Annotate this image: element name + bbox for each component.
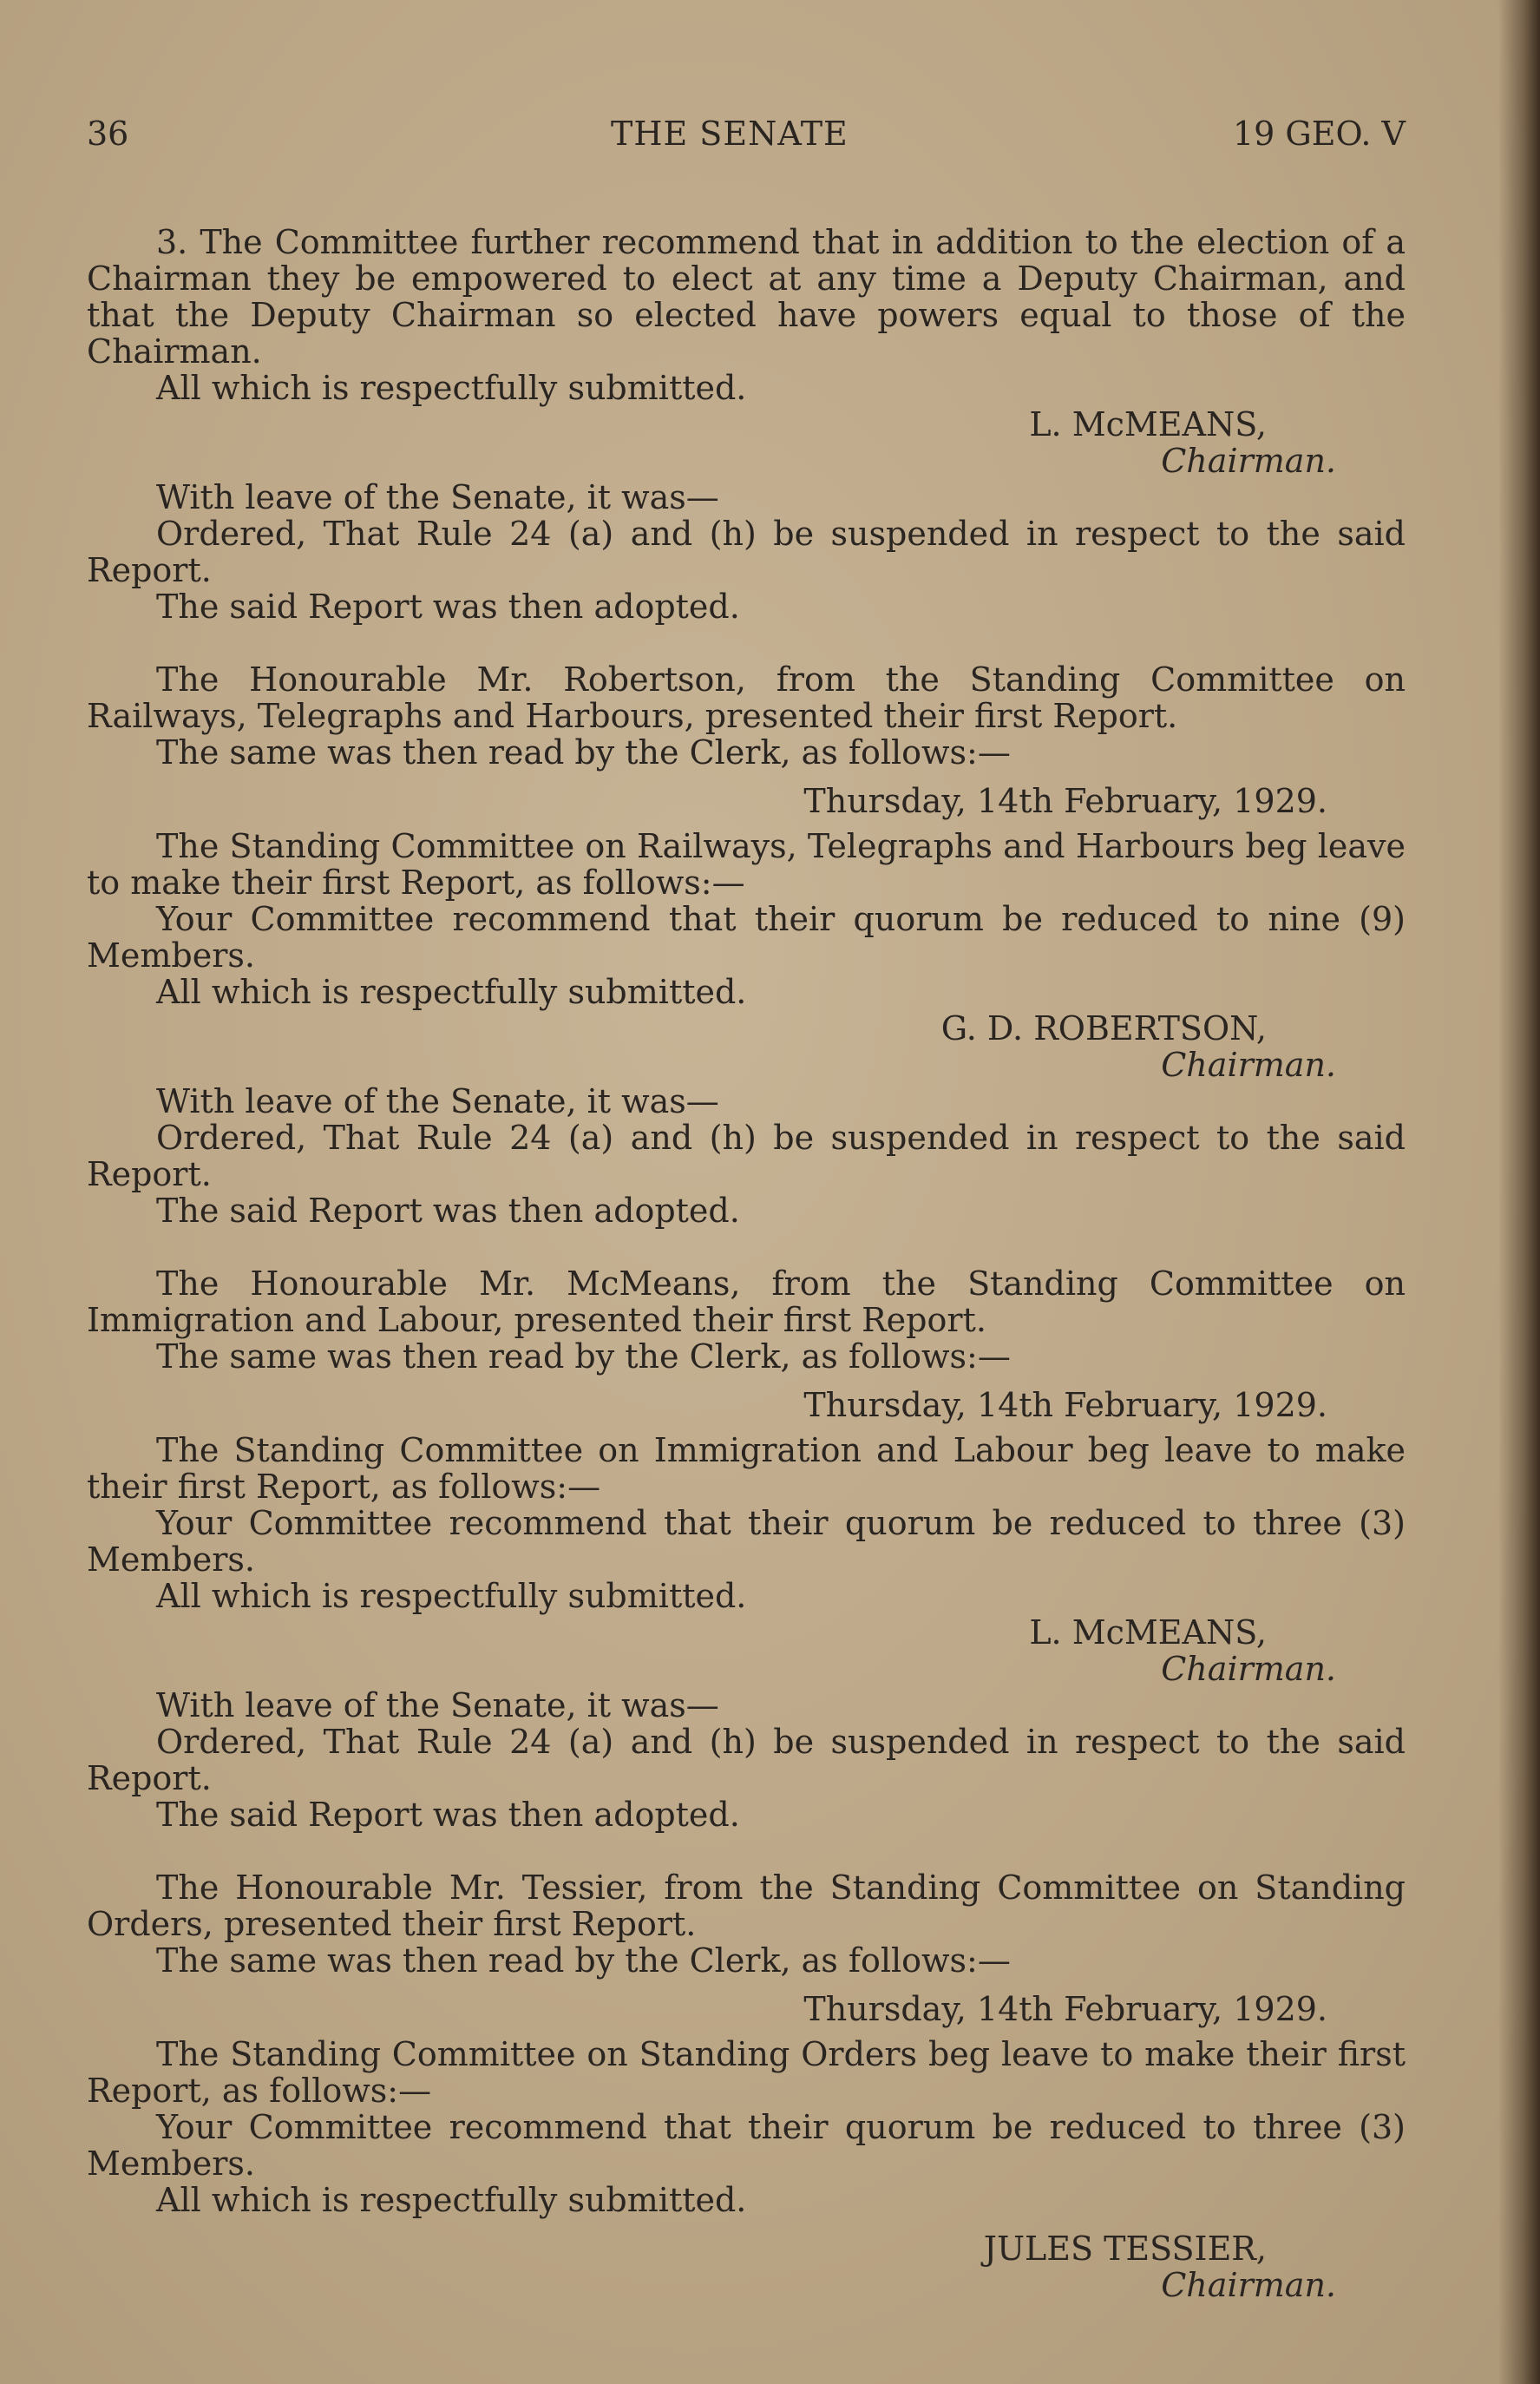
page-header: [87, 115, 1406, 158]
leave-request-paragraph: The Standing Committee on Immigration and Labour beg leave to make their first Report, as follows:—: [87, 1431, 1406, 1506]
report-date: Thursday, 14th February, 1929.: [803, 1386, 1327, 1424]
leave-line: With leave of the Senate, it was—: [156, 1686, 719, 1724]
submitted-line: All which is respectfully submitted.: [156, 369, 747, 407]
report-date: Thursday, 14th February, 1929.: [803, 1990, 1327, 2028]
chairman-title: Chairman.: [1161, 442, 1336, 480]
page-edge-shadow: [1498, 0, 1540, 2384]
recommendation-paragraph: Your Committee recommend that their quorum be reduced to three (3) Members.: [87, 1504, 1406, 1579]
ordered-paragraph: Ordered, That Rule 24 (a) and (h) be suspended in respect to the said Report.: [87, 515, 1406, 589]
ordered-paragraph: Ordered, That Rule 24 (a) and (h) be suspended in respect to the said Report.: [87, 1723, 1406, 1797]
leave-request-paragraph: The Standing Committee on Railways, Telegraphs and Harbours beg leave to make their first Report, as follows:—: [87, 827, 1406, 902]
document-body: [87, 224, 1406, 2303]
running-title: THE SENATE: [611, 115, 849, 153]
recommendation-paragraph: Your Committee recommend that their quorum be reduced to three (3) Members.: [87, 2108, 1406, 2183]
chairman-name: JULES TESSIER,: [983, 2230, 1267, 2268]
report-intro-paragraph: The Honourable Mr. Tessier, from the Standing Committee on Standing Orders, presented their first Report.: [87, 1868, 1406, 1943]
recommendation-paragraph: Your Committee recommend that their quorum be reduced to nine (9) Members.: [87, 900, 1406, 975]
report-intro-paragraph: The Honourable Mr. McMeans, from the Standing Committee on Immigration and Labour, presented their first Report.: [87, 1264, 1406, 1339]
chairman-title: Chairman.: [1161, 2266, 1336, 2304]
submitted-line: All which is respectfully submitted.: [156, 1577, 747, 1615]
chairman-name: G. D. ROBERTSON,: [940, 1009, 1267, 1048]
read-line: The same was then read by the Clerk, as follows:—: [156, 733, 1011, 772]
read-line: The same was then read by the Clerk, as follows:—: [156, 1941, 1011, 1980]
recommendation-paragraph: 3. The Committee further recommend that in addition to the election of a Chairman they be empowered to elect at any time a Deputy Chairman, and that the Deputy Chairman so elected have powers equal to those of the Chairman.: [87, 223, 1406, 371]
adopted-line: The said Report was then adopted.: [156, 1192, 740, 1230]
page-number: 36: [87, 115, 129, 153]
session-label: 19 GEO. V: [1232, 115, 1406, 153]
leave-line: With leave of the Senate, it was—: [156, 478, 719, 516]
submitted-line: All which is respectfully submitted.: [156, 2181, 747, 2219]
read-line: The same was then read by the Clerk, as follows:—: [156, 1337, 1011, 1376]
ordered-paragraph: Ordered, That Rule 24 (a) and (h) be suspended in respect to the said Report.: [87, 1119, 1406, 1193]
chairman-title: Chairman.: [1161, 1650, 1336, 1688]
chairman-name: L. McMEANS,: [1029, 405, 1267, 443]
adopted-line: The said Report was then adopted.: [156, 588, 740, 626]
chairman-title: Chairman.: [1161, 1046, 1336, 1084]
leave-request-paragraph: The Standing Committee on Standing Orders beg leave to make their first Report, as follows:—: [87, 2035, 1406, 2110]
submitted-line: All which is respectfully submitted.: [156, 973, 747, 1011]
chairman-name: L. McMEANS,: [1029, 1613, 1267, 1652]
report-date: Thursday, 14th February, 1929.: [803, 782, 1327, 820]
adopted-line: The said Report was then adopted.: [156, 1796, 740, 1834]
leave-line: With leave of the Senate, it was—: [156, 1082, 719, 1120]
report-intro-paragraph: The Honourable Mr. Robertson, from the Standing Committee on Railways, Telegraphs and Harbours, presented their first Report.: [87, 660, 1406, 735]
